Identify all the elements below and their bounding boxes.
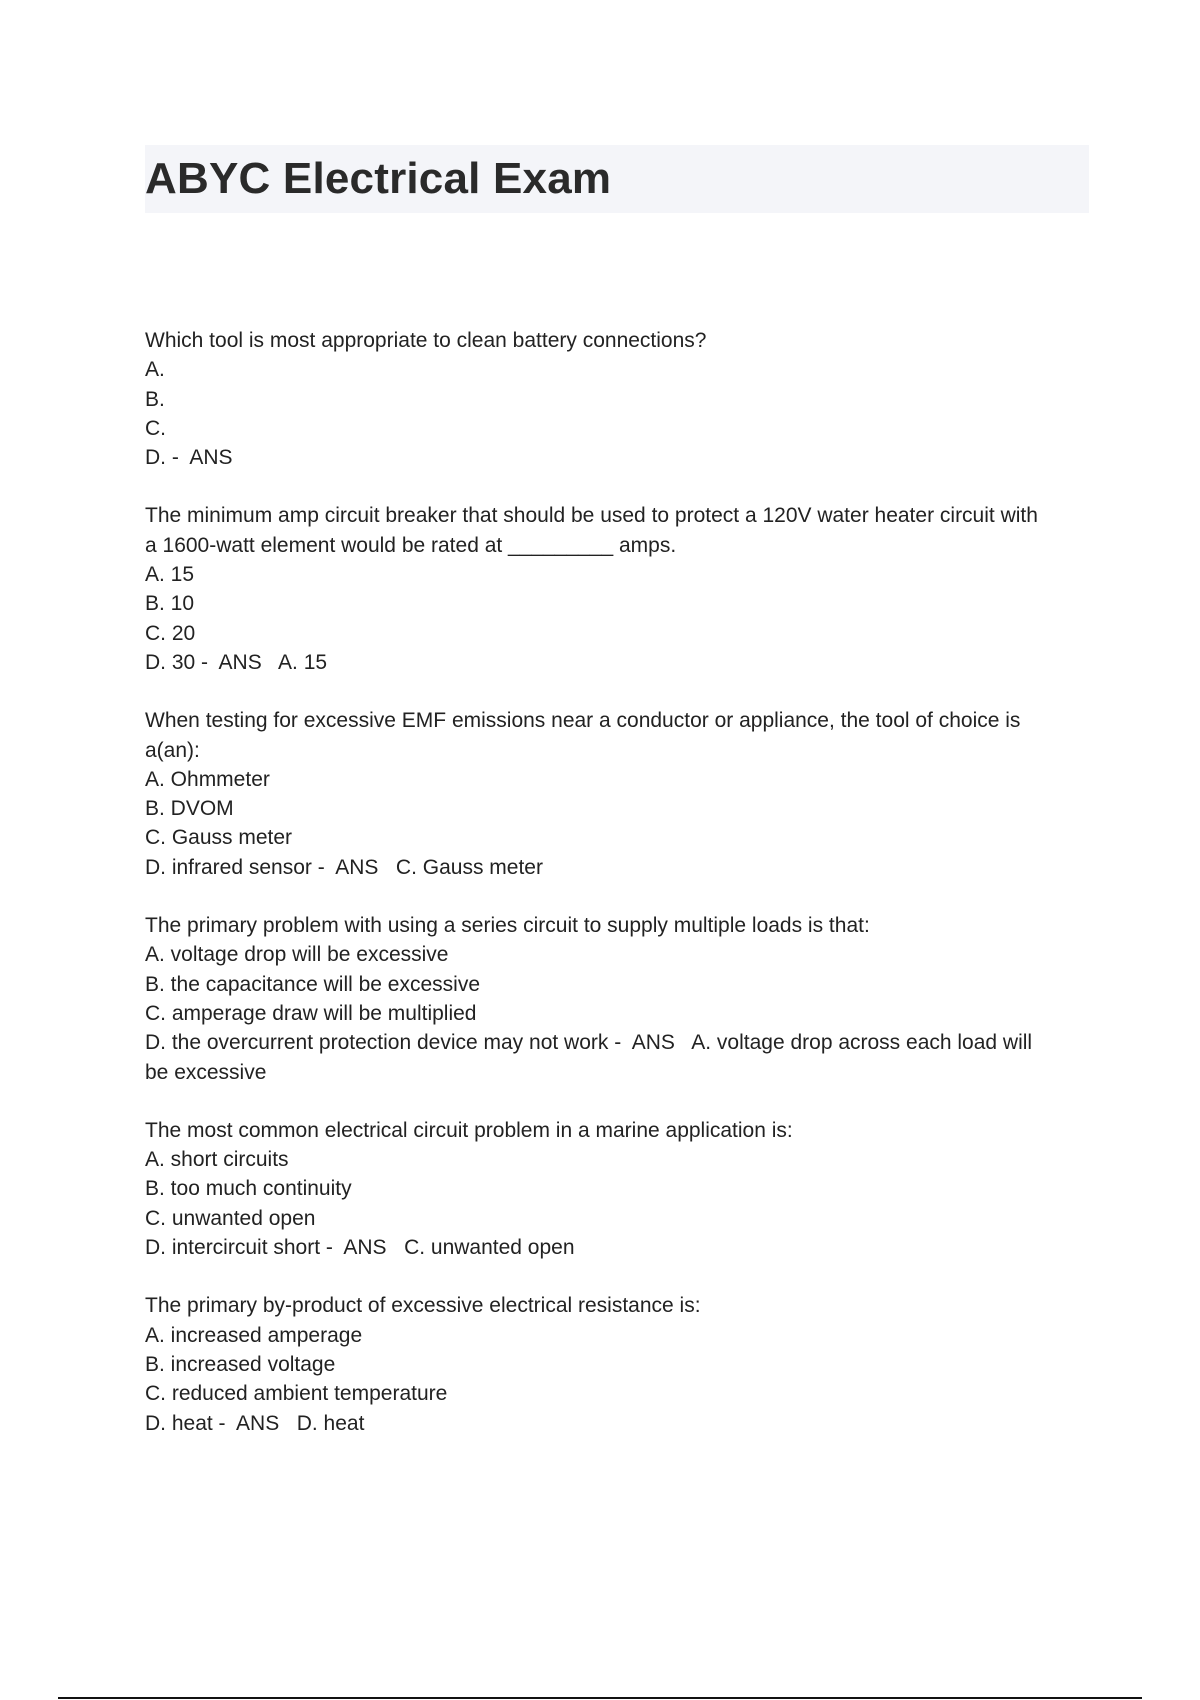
answer-option-d-with-answer: D. - ANS xyxy=(145,446,233,470)
question-text: When testing for excessive EMF emissions near a conductor or appliance, the tool of choice is xyxy=(145,709,1021,733)
question-block-2 xyxy=(145,501,1095,677)
title-banner xyxy=(145,145,1089,213)
answer-option-d-with-answer: D. infrared sensor - ANS C. Gauss meter xyxy=(145,855,543,879)
answer-option-c: C. 20 xyxy=(145,621,196,645)
answer-continued: be excessive xyxy=(145,1060,267,1084)
answer-option-d-with-answer: D. 30 - ANS A. 15 xyxy=(145,650,328,674)
question-block-3 xyxy=(145,706,1095,882)
answer-option-d-with-answer: D. heat - ANS D. heat xyxy=(145,1411,365,1435)
document-title: ABYC Electrical Exam xyxy=(145,154,612,203)
answer-option-b: B. increased voltage xyxy=(145,1352,336,1376)
answer-option-c: C. unwanted open xyxy=(145,1206,316,1230)
answer-option-a: A. voltage drop will be excessive xyxy=(145,943,449,967)
answer-option-d-with-answer: D. intercircuit short - ANS C. unwanted open xyxy=(145,1236,575,1260)
answer-option-b: B. 10 xyxy=(145,592,195,616)
answer-option-a: A. 15 xyxy=(145,563,195,587)
answer-option-c: C. reduced ambient temperature xyxy=(145,1382,448,1406)
question-text: The primary by-product of excessive electrical resistance is: xyxy=(145,1294,701,1318)
answer-option-a: A. Ohmmeter xyxy=(145,767,270,791)
question-text: The minimum amp circuit breaker that should be used to protect a 120V water heater circuit with xyxy=(145,504,1038,528)
question-block-4 xyxy=(145,911,1095,1087)
answer-option-a: A. short circuits xyxy=(145,1148,289,1172)
question-block-5 xyxy=(145,1116,1095,1262)
question-block-6 xyxy=(145,1291,1095,1437)
question-text: The most common electrical circuit problem in a marine application is: xyxy=(145,1118,793,1142)
answer-option-a: A. increased amperage xyxy=(145,1323,363,1347)
answer-option-c: C. amperage draw will be multiplied xyxy=(145,1001,477,1025)
answer-option-b: B. DVOM xyxy=(145,797,234,821)
answer-option-d-with-answer: D. the overcurrent protection device may not work - ANS A. voltage drop across each load will xyxy=(145,1031,1033,1055)
answer-option-a: A. xyxy=(145,358,165,382)
question-text-continued: a 1600-watt element would be rated at _________ amps. xyxy=(145,533,677,557)
question-list xyxy=(145,326,1095,1467)
answer-option-b: B. xyxy=(145,387,165,411)
answer-option-b: B. too much continuity xyxy=(145,1177,352,1201)
answer-option-b: B. the capacitance will be excessive xyxy=(145,972,481,996)
question-text: Which tool is most appropriate to clean battery connections? xyxy=(145,329,707,352)
page-bottom-divider xyxy=(58,1697,1142,1699)
answer-option-c: C. Gauss meter xyxy=(145,826,293,850)
question-text: The primary problem with using a series circuit to supply multiple loads is that: xyxy=(145,914,870,938)
question-text-continued: a(an): xyxy=(145,738,200,762)
answer-option-c: C. xyxy=(145,416,166,440)
question-block-1 xyxy=(145,326,1095,472)
